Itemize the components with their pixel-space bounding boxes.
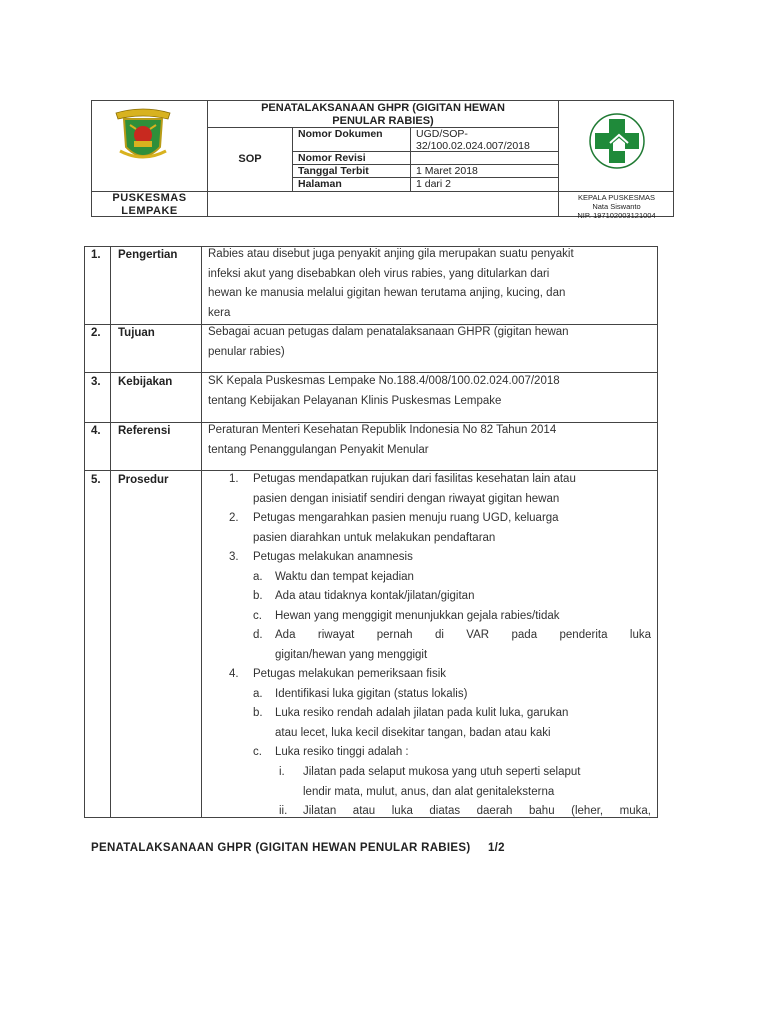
list-marker: a. xyxy=(253,688,263,700)
list-marker: ii. xyxy=(279,805,288,817)
sop-title-line1: PENATALAKSANAAN GHPR (GIGITAN HEWAN xyxy=(261,102,505,114)
section-2-number: 2. xyxy=(91,327,101,339)
org-name-line2: LEMPAKE xyxy=(121,205,178,217)
procedure-step-4 xyxy=(229,665,651,685)
list-line: Ada atau tidaknya kontak/jilatan/gigitan xyxy=(275,590,475,602)
org-name-line1: PUSKESMAS xyxy=(112,192,187,204)
list-line: atau lecet, luka kecil disekitar tangan, badan atau kaki xyxy=(275,726,551,739)
sop-content-table xyxy=(84,246,658,818)
section-2-body xyxy=(208,323,651,362)
doc-number-value-line1: UGD/SOP- xyxy=(416,128,468,140)
list-marker: b. xyxy=(253,707,263,719)
list-line: Petugas mengarahkan pasien menuju ruang UGD, keluarga xyxy=(253,512,559,524)
sop-header-table xyxy=(91,100,674,220)
procedure-step-3a xyxy=(253,568,651,588)
revision-label: Nomor Revisi xyxy=(298,152,366,164)
list-line: lendir mata, mulut, anus, dan alat genitaleksterna xyxy=(303,785,555,798)
procedure-step-4b xyxy=(253,704,651,743)
list-line: Petugas mendapatkan rujukan dari fasilitas kesehatan lain atau xyxy=(253,473,576,485)
procedure-step-4c-i xyxy=(279,763,651,802)
list-line: gigitan/hewan yang menggigit xyxy=(275,648,428,661)
page-label: Halaman xyxy=(298,178,342,190)
list-line: Hewan yang menggigit menunjukkan gejala rabies/tidak xyxy=(275,610,560,622)
signer-title: KEPALA PUSKESMAS xyxy=(578,193,655,202)
section-1-body xyxy=(208,245,651,323)
issue-date-value: 1 Maret 2018 xyxy=(416,165,478,177)
sop-label: SOP xyxy=(238,153,262,165)
doc-number-value-line2: 32/100.02.024.007/2018 xyxy=(416,140,530,152)
section-1-line: kera xyxy=(208,306,231,319)
list-marker: d. xyxy=(253,629,263,641)
list-line: Petugas melakukan pemeriksaan fisik xyxy=(253,668,447,680)
section-2-line: penular rabies) xyxy=(208,345,285,358)
list-line: Identifikasi luka gigitan (status lokalis) xyxy=(275,688,468,700)
page-value: 1 dari 2 xyxy=(416,178,452,190)
list-line: Luka resiko rendah adalah jilatan pada kulit luka, garukan xyxy=(275,707,569,719)
list-line: pasien dengan inisiatif sendiri dengan riwayat gigitan hewan xyxy=(253,492,560,505)
list-marker: c. xyxy=(253,746,262,758)
section-1-number: 1. xyxy=(91,249,101,261)
section-3-title: Kebijakan xyxy=(118,376,173,388)
footer-title: PENATALAKSANAAN GHPR (GIGITAN HEWAN PENULAR RABIES) xyxy=(91,842,471,854)
issue-date-label: Tanggal Terbit xyxy=(298,165,369,177)
section-4-line: tentang Penanggulangan Penyakit Menular xyxy=(208,443,429,456)
section-3-line: SK Kepala Puskesmas Lempake No.188.4/008/100.02.024.007/2018 xyxy=(208,375,560,387)
procedure-step-3b xyxy=(253,587,651,607)
procedure-step-4c xyxy=(253,743,651,763)
list-line: Waktu dan tempat kejadian xyxy=(275,571,414,583)
list-line: pasien diarahkan untuk melakukan pendaftaran xyxy=(253,531,496,544)
section-4-title: Referensi xyxy=(118,425,171,437)
sop-title-line2: PENULAR RABIES) xyxy=(332,115,434,127)
list-marker: i. xyxy=(279,766,285,778)
procedure-step-4a xyxy=(253,685,651,705)
section-1-title: Pengertian xyxy=(118,249,178,261)
list-line: Petugas melakukan anamnesis xyxy=(253,551,413,563)
list-marker: 3. xyxy=(229,551,239,563)
section-4-line: Peraturan Menteri Kesehatan Republik Indonesia No 82 Tahun 2014 xyxy=(208,424,557,436)
section-2-line: Sebagai acuan petugas dalam penatalaksanaan GHPR (gigitan hewan xyxy=(208,326,569,338)
procedure-step-3d xyxy=(253,626,651,665)
procedure-step-1 xyxy=(229,470,651,509)
section-1-line: Rabies atau disebut juga penyakit anjing gila merupakan suatu penyakit xyxy=(208,248,574,260)
section-4-number: 4. xyxy=(91,425,101,437)
procedure-step-4c-ii xyxy=(279,802,651,817)
procedure-step-3 xyxy=(229,548,651,568)
list-line: Jilatan pada selaput mukosa yang utuh seperti selaput xyxy=(303,766,581,778)
section-4-body xyxy=(208,421,651,460)
list-marker: 1. xyxy=(229,473,239,485)
list-marker: 4. xyxy=(229,668,239,680)
section-3-line: tentang Kebijakan Pelayanan Klinis Puskesmas Lempake xyxy=(208,394,502,407)
list-marker: b. xyxy=(253,590,263,602)
section-1-line: hewan ke manusia melalui gigitan hewan terutama anjing, kucing, dan xyxy=(208,287,566,299)
signer-name: Nata Siswanto xyxy=(592,202,641,211)
list-line: Luka resiko tinggi adalah : xyxy=(275,746,409,758)
procedure-step-3c xyxy=(253,607,651,627)
section-2-title: Tujuan xyxy=(118,327,155,339)
footer-page-number: 1/2 xyxy=(487,842,505,854)
section-1-line: infeksi akut yang disebabkan oleh virus rabies, yang ditularkan dari xyxy=(208,267,550,280)
procedure-step-2 xyxy=(229,509,651,548)
procedure-list xyxy=(201,470,651,817)
list-marker: a. xyxy=(253,571,263,583)
section-5-title: Prosedur xyxy=(118,474,169,486)
doc-number-label: Nomor Dokumen xyxy=(298,128,383,140)
list-line: Ada riwayat pernah di VAR pada penderita luka xyxy=(275,629,651,641)
section-5-number: 5. xyxy=(91,474,101,486)
section-3-body xyxy=(208,372,651,411)
list-marker: c. xyxy=(253,610,262,622)
list-marker: 2. xyxy=(229,512,239,524)
regional-emblem-logo xyxy=(110,107,176,167)
signer-nip: NIP. 197102003121004 xyxy=(577,211,656,220)
page-footer xyxy=(91,842,505,854)
puskesmas-cross-logo xyxy=(586,111,648,171)
section-3-number: 3. xyxy=(91,376,101,388)
list-line: Jilatan atau luka diatas daerah bahu (leher, muka, xyxy=(303,805,651,817)
